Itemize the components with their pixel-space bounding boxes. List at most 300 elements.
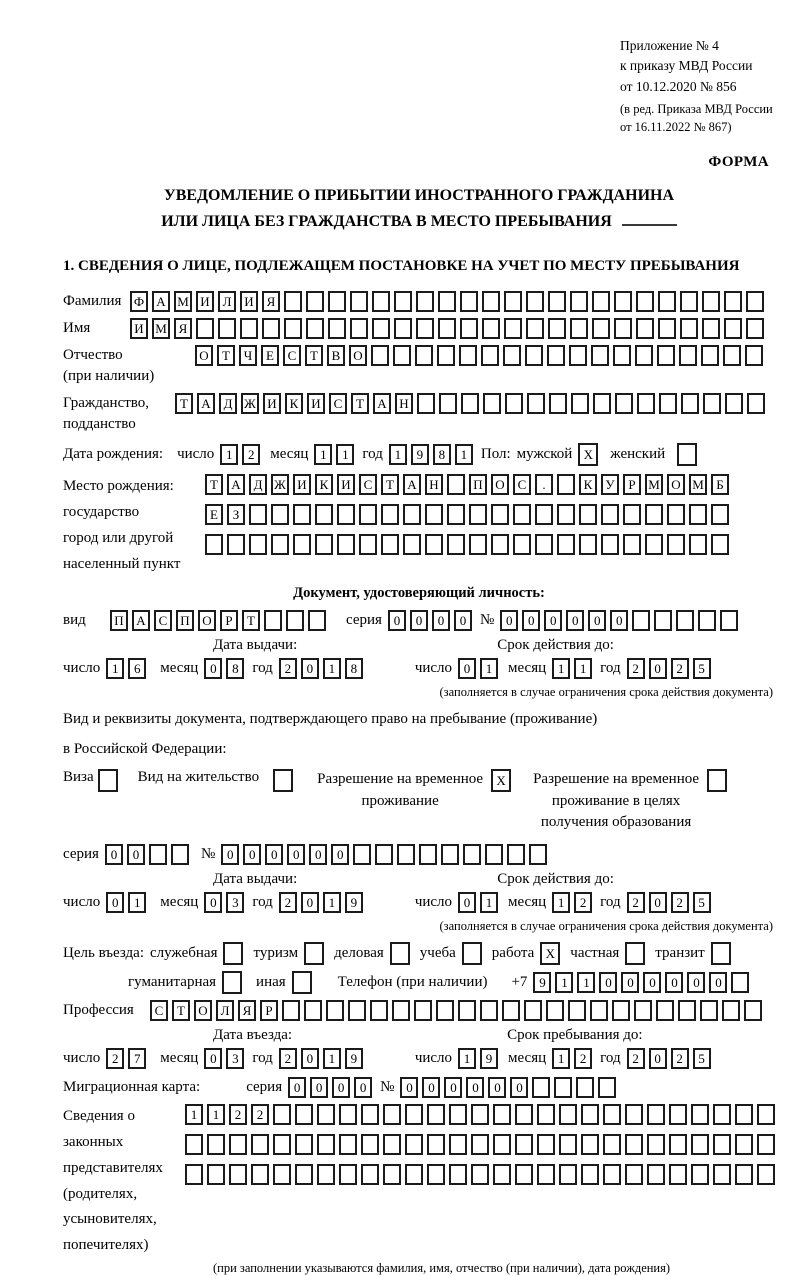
citizenship-cell[interactable]: [571, 393, 589, 414]
rep-row3-cell[interactable]: [493, 1164, 511, 1185]
surname-cell[interactable]: [460, 291, 478, 312]
id-doc-number-cell[interactable]: [676, 610, 694, 631]
rep-row2-cell[interactable]: [691, 1134, 709, 1155]
cb-business-cell[interactable]: [390, 942, 410, 965]
stay-day-cell[interactable]: 1: [458, 1048, 476, 1069]
entry-month-cell[interactable]: 0: [204, 1048, 222, 1069]
citizenship-cell[interactable]: Ж: [241, 393, 259, 414]
surname-cell[interactable]: [504, 291, 522, 312]
name-cell[interactable]: Я: [174, 318, 192, 339]
surname-cell[interactable]: [438, 291, 456, 312]
name-cell[interactable]: [350, 318, 368, 339]
rep-row1-cell[interactable]: [603, 1104, 621, 1125]
patronymic-cell[interactable]: [635, 345, 653, 366]
entry-day-cell[interactable]: 7: [128, 1048, 146, 1069]
res-issue-year-cell[interactable]: 0: [301, 892, 319, 913]
birth-place-row2-cell[interactable]: [425, 504, 443, 525]
patronymic-cell[interactable]: [613, 345, 631, 366]
citizenship-cell[interactable]: [461, 393, 479, 414]
surname-cell[interactable]: Ф: [130, 291, 148, 312]
res-number-cell[interactable]: 0: [265, 844, 283, 865]
surname-cell[interactable]: [482, 291, 500, 312]
mig-number-cell[interactable]: 0: [422, 1077, 440, 1098]
birth-place-row3-cell[interactable]: [689, 534, 707, 555]
res-valid-day-cell[interactable]: 1: [480, 892, 498, 913]
rep-row2-cell[interactable]: [581, 1134, 599, 1155]
birth-place-row1-cell[interactable]: Ж: [271, 474, 289, 495]
phone-number-cell[interactable]: 0: [709, 972, 727, 993]
birth-place-row3-cell[interactable]: [513, 534, 531, 555]
birth-place-row3-cell[interactable]: [447, 534, 465, 555]
rep-row1-cell[interactable]: [515, 1104, 533, 1125]
phone-number-cell[interactable]: 1: [555, 972, 573, 993]
profession-cell[interactable]: [282, 1000, 300, 1021]
entry-year-cell[interactable]: 1: [323, 1048, 341, 1069]
citizenship-cell[interactable]: Д: [219, 393, 237, 414]
name-cell[interactable]: [658, 318, 676, 339]
rep-row1-cell[interactable]: [405, 1104, 423, 1125]
rep-row2-cell[interactable]: [361, 1134, 379, 1155]
birth-place-row2-cell[interactable]: [359, 504, 377, 525]
citizenship-cell[interactable]: [549, 393, 567, 414]
rep-row1-cell[interactable]: [625, 1104, 643, 1125]
id-doc-kind-cell[interactable]: О: [198, 610, 216, 631]
mig-series-cell[interactable]: 0: [288, 1077, 306, 1098]
profession-cell[interactable]: [612, 1000, 630, 1021]
id-doc-number-cell[interactable]: 0: [566, 610, 584, 631]
id-doc-number-cell[interactable]: [654, 610, 672, 631]
stay-year-cell[interactable]: 0: [649, 1048, 667, 1069]
surname-cell[interactable]: [702, 291, 720, 312]
res-issue-day-cell[interactable]: 1: [128, 892, 146, 913]
rep-row2-cell[interactable]: [295, 1134, 313, 1155]
citizenship-cell[interactable]: [527, 393, 545, 414]
phone-number-cell[interactable]: 0: [621, 972, 639, 993]
citizenship-cell[interactable]: [659, 393, 677, 414]
birth-place-row2-cell[interactable]: [447, 504, 465, 525]
rep-row1-cell[interactable]: [735, 1104, 753, 1125]
id-doc-kind-cell[interactable]: П: [176, 610, 194, 631]
birth-place-row1-cell[interactable]: Т: [205, 474, 223, 495]
id-valid-year-cell[interactable]: 5: [693, 658, 711, 679]
res-issue-year-cell[interactable]: 9: [345, 892, 363, 913]
id-doc-kind-cell[interactable]: С: [154, 610, 172, 631]
res-number-cell[interactable]: 0: [243, 844, 261, 865]
name-cell[interactable]: [372, 318, 390, 339]
id-doc-kind-cell[interactable]: А: [132, 610, 150, 631]
rep-row3-cell[interactable]: [537, 1164, 555, 1185]
birth-place-row1-cell[interactable]: О: [491, 474, 509, 495]
name-cell[interactable]: [218, 318, 236, 339]
name-cell[interactable]: [504, 318, 522, 339]
rep-row2-cell[interactable]: [229, 1134, 247, 1155]
patronymic-cell[interactable]: [679, 345, 697, 366]
res-issue-day-cell[interactable]: 0: [106, 892, 124, 913]
id-doc-number-cell[interactable]: [720, 610, 738, 631]
res-issue-month-cell[interactable]: 3: [226, 892, 244, 913]
mig-number-cell[interactable]: [554, 1077, 572, 1098]
birth-month-cell[interactable]: 1: [336, 444, 354, 465]
rep-row1-cell[interactable]: 1: [207, 1104, 225, 1125]
surname-cell[interactable]: [372, 291, 390, 312]
id-doc-number-cell[interactable]: 0: [610, 610, 628, 631]
citizenship-cell[interactable]: [747, 393, 765, 414]
id-doc-number-cell[interactable]: 0: [500, 610, 518, 631]
res-number-cell[interactable]: 0: [221, 844, 239, 865]
surname-cell[interactable]: А: [152, 291, 170, 312]
birth-day-cell[interactable]: 2: [242, 444, 260, 465]
birth-place-row3-cell[interactable]: [293, 534, 311, 555]
surname-cell[interactable]: Я: [262, 291, 280, 312]
patronymic-cell[interactable]: В: [327, 345, 345, 366]
res-number-cell[interactable]: 0: [309, 844, 327, 865]
res-number-cell[interactable]: 0: [331, 844, 349, 865]
surname-cell[interactable]: [548, 291, 566, 312]
rep-row1-cell[interactable]: [361, 1104, 379, 1125]
id-doc-number-cell[interactable]: 0: [522, 610, 540, 631]
citizenship-cell[interactable]: [615, 393, 633, 414]
res-series-cell[interactable]: [171, 844, 189, 865]
profession-cell[interactable]: [678, 1000, 696, 1021]
rep-row1-cell[interactable]: [427, 1104, 445, 1125]
name-cell[interactable]: [240, 318, 258, 339]
name-cell[interactable]: [702, 318, 720, 339]
rep-row1-cell[interactable]: [581, 1104, 599, 1125]
cb-private-cell[interactable]: [625, 942, 645, 965]
birth-place-row1-cell[interactable]: И: [337, 474, 355, 495]
profession-cell[interactable]: [304, 1000, 322, 1021]
entry-year-cell[interactable]: 9: [345, 1048, 363, 1069]
sex-female-cell[interactable]: [677, 443, 697, 466]
citizenship-cell[interactable]: [637, 393, 655, 414]
birth-place-row3-cell[interactable]: [469, 534, 487, 555]
phone-number-cell[interactable]: 1: [577, 972, 595, 993]
patronymic-cell[interactable]: [591, 345, 609, 366]
rep-row1-cell[interactable]: [647, 1104, 665, 1125]
rep-row3-cell[interactable]: [295, 1164, 313, 1185]
rep-row2-cell[interactable]: [669, 1134, 687, 1155]
citizenship-cell[interactable]: [703, 393, 721, 414]
rep-row3-cell[interactable]: [625, 1164, 643, 1185]
id-doc-series-cell[interactable]: 0: [454, 610, 472, 631]
surname-cell[interactable]: [306, 291, 324, 312]
patronymic-cell[interactable]: Ч: [239, 345, 257, 366]
rep-row3-cell[interactable]: [603, 1164, 621, 1185]
name-cell[interactable]: [746, 318, 764, 339]
rep-row3-cell[interactable]: [449, 1164, 467, 1185]
rep-row3-cell[interactable]: [515, 1164, 533, 1185]
surname-cell[interactable]: [328, 291, 346, 312]
id-valid-year-cell[interactable]: 2: [671, 658, 689, 679]
id-issue-year-cell[interactable]: 8: [345, 658, 363, 679]
mig-number-cell[interactable]: [532, 1077, 550, 1098]
name-cell[interactable]: [680, 318, 698, 339]
patronymic-cell[interactable]: [657, 345, 675, 366]
name-cell[interactable]: [460, 318, 478, 339]
rep-row3-cell[interactable]: [251, 1164, 269, 1185]
stay-month-cell[interactable]: 1: [552, 1048, 570, 1069]
surname-cell[interactable]: Л: [218, 291, 236, 312]
rep-row1-cell[interactable]: 1: [185, 1104, 203, 1125]
id-doc-number-cell[interactable]: 0: [544, 610, 562, 631]
birth-place-row1-cell[interactable]: А: [227, 474, 245, 495]
birth-place-row2-cell[interactable]: З: [227, 504, 245, 525]
rep-row2-cell[interactable]: [185, 1134, 203, 1155]
rep-row1-cell[interactable]: [559, 1104, 577, 1125]
id-doc-number-cell[interactable]: 0: [588, 610, 606, 631]
rep-row3-cell[interactable]: [361, 1164, 379, 1185]
birth-day-cell[interactable]: 1: [220, 444, 238, 465]
profession-cell[interactable]: Я: [238, 1000, 256, 1021]
phone-number-cell[interactable]: 0: [643, 972, 661, 993]
surname-cell[interactable]: [526, 291, 544, 312]
citizenship-cell[interactable]: А: [197, 393, 215, 414]
res-valid-day-cell[interactable]: 0: [458, 892, 476, 913]
id-valid-month-cell[interactable]: 1: [574, 658, 592, 679]
id-valid-year-cell[interactable]: 0: [649, 658, 667, 679]
rep-row1-cell[interactable]: [669, 1104, 687, 1125]
citizenship-cell[interactable]: Т: [351, 393, 369, 414]
id-valid-month-cell[interactable]: 1: [552, 658, 570, 679]
rep-row3-cell[interactable]: [229, 1164, 247, 1185]
rep-row1-cell[interactable]: [317, 1104, 335, 1125]
cb-official-cell[interactable]: [223, 942, 243, 965]
birth-place-row3-cell[interactable]: [579, 534, 597, 555]
birth-place-row1-cell[interactable]: О: [667, 474, 685, 495]
patronymic-cell[interactable]: [745, 345, 763, 366]
birth-place-row1-cell[interactable]: А: [403, 474, 421, 495]
birth-year-cell[interactable]: 9: [411, 444, 429, 465]
stay-year-cell[interactable]: 2: [671, 1048, 689, 1069]
birth-place-row2-cell[interactable]: [667, 504, 685, 525]
rep-row2-cell[interactable]: [383, 1134, 401, 1155]
profession-cell[interactable]: [524, 1000, 542, 1021]
name-cell[interactable]: [394, 318, 412, 339]
rep-row1-cell[interactable]: 2: [229, 1104, 247, 1125]
rep-row3-cell[interactable]: [207, 1164, 225, 1185]
rep-row3-cell[interactable]: [405, 1164, 423, 1185]
surname-cell[interactable]: М: [174, 291, 192, 312]
res-number-cell[interactable]: [375, 844, 393, 865]
id-valid-day-cell[interactable]: 1: [480, 658, 498, 679]
mig-number-cell[interactable]: 0: [510, 1077, 528, 1098]
rep-row2-cell[interactable]: [559, 1134, 577, 1155]
stay-day-cell[interactable]: 9: [480, 1048, 498, 1069]
birth-place-row3-cell[interactable]: [491, 534, 509, 555]
surname-cell[interactable]: [592, 291, 610, 312]
birth-place-row3-cell[interactable]: [601, 534, 619, 555]
mig-number-cell[interactable]: 0: [488, 1077, 506, 1098]
birth-place-row2-cell[interactable]: Е: [205, 504, 223, 525]
id-issue-day-cell[interactable]: 6: [128, 658, 146, 679]
birth-place-row2-cell[interactable]: [403, 504, 421, 525]
patronymic-cell[interactable]: [393, 345, 411, 366]
profession-cell[interactable]: [744, 1000, 762, 1021]
phone-number-cell[interactable]: 0: [665, 972, 683, 993]
mig-number-cell[interactable]: 0: [444, 1077, 462, 1098]
profession-cell[interactable]: [590, 1000, 608, 1021]
birth-place-row2-cell[interactable]: [315, 504, 333, 525]
rep-row2-cell[interactable]: [647, 1134, 665, 1155]
id-doc-series-cell[interactable]: 0: [432, 610, 450, 631]
name-cell[interactable]: [262, 318, 280, 339]
birth-place-row1-cell[interactable]: И: [293, 474, 311, 495]
birth-place-row2-cell[interactable]: [579, 504, 597, 525]
res-number-cell[interactable]: 0: [287, 844, 305, 865]
res-series-cell[interactable]: [149, 844, 167, 865]
surname-cell[interactable]: [350, 291, 368, 312]
birth-place-row2-cell[interactable]: [337, 504, 355, 525]
id-doc-kind-cell[interactable]: [308, 610, 326, 631]
citizenship-cell[interactable]: И: [263, 393, 281, 414]
profession-cell[interactable]: Л: [216, 1000, 234, 1021]
profession-cell[interactable]: [634, 1000, 652, 1021]
birth-place-row3-cell[interactable]: [227, 534, 245, 555]
birth-month-cell[interactable]: 1: [314, 444, 332, 465]
birth-year-cell[interactable]: 1: [389, 444, 407, 465]
rep-row2-cell[interactable]: [449, 1134, 467, 1155]
mig-number-cell[interactable]: 0: [466, 1077, 484, 1098]
birth-place-row2-cell[interactable]: [491, 504, 509, 525]
phone-number-cell[interactable]: [731, 972, 749, 993]
id-issue-year-cell[interactable]: 1: [323, 658, 341, 679]
citizenship-cell[interactable]: [681, 393, 699, 414]
citizenship-cell[interactable]: И: [307, 393, 325, 414]
birth-year-cell[interactable]: 8: [433, 444, 451, 465]
cb-transit-cell[interactable]: [711, 942, 731, 965]
rep-row3-cell[interactable]: [339, 1164, 357, 1185]
rep-row3-cell[interactable]: [185, 1164, 203, 1185]
citizenship-cell[interactable]: [725, 393, 743, 414]
res-valid-month-cell[interactable]: 2: [574, 892, 592, 913]
profession-cell[interactable]: [392, 1000, 410, 1021]
birth-place-row1-cell[interactable]: [447, 474, 465, 495]
id-doc-kind-cell[interactable]: Т: [242, 610, 260, 631]
name-cell[interactable]: И: [130, 318, 148, 339]
profession-cell[interactable]: Р: [260, 1000, 278, 1021]
rep-row1-cell[interactable]: [273, 1104, 291, 1125]
birth-place-row3-cell[interactable]: [667, 534, 685, 555]
rep-row1-cell[interactable]: [383, 1104, 401, 1125]
entry-year-cell[interactable]: 2: [279, 1048, 297, 1069]
id-valid-year-cell[interactable]: 2: [627, 658, 645, 679]
rep-row2-cell[interactable]: [757, 1134, 775, 1155]
birth-place-row3-cell[interactable]: [205, 534, 223, 555]
profession-cell[interactable]: [656, 1000, 674, 1021]
birth-place-row2-cell[interactable]: [623, 504, 641, 525]
birth-place-row1-cell[interactable]: У: [601, 474, 619, 495]
name-cell[interactable]: [438, 318, 456, 339]
birth-place-row1-cell[interactable]: М: [689, 474, 707, 495]
patronymic-cell[interactable]: Т: [217, 345, 235, 366]
patronymic-cell[interactable]: [437, 345, 455, 366]
rep-row2-cell[interactable]: [625, 1134, 643, 1155]
name-cell[interactable]: [482, 318, 500, 339]
citizenship-cell[interactable]: [483, 393, 501, 414]
patronymic-cell[interactable]: [723, 345, 741, 366]
cb-residence-permit-cell[interactable]: [273, 769, 293, 792]
citizenship-cell[interactable]: С: [329, 393, 347, 414]
id-doc-kind-cell[interactable]: [264, 610, 282, 631]
birth-year-cell[interactable]: 1: [455, 444, 473, 465]
citizenship-cell[interactable]: А: [373, 393, 391, 414]
citizenship-cell[interactable]: [505, 393, 523, 414]
surname-cell[interactable]: [394, 291, 412, 312]
id-doc-series-cell[interactable]: 0: [388, 610, 406, 631]
birth-place-row1-cell[interactable]: М: [645, 474, 663, 495]
name-cell[interactable]: [724, 318, 742, 339]
profession-cell[interactable]: [326, 1000, 344, 1021]
rep-row3-cell[interactable]: [669, 1164, 687, 1185]
citizenship-cell[interactable]: Н: [395, 393, 413, 414]
res-number-cell[interactable]: [485, 844, 503, 865]
birth-place-row3-cell[interactable]: [623, 534, 641, 555]
profession-cell[interactable]: [480, 1000, 498, 1021]
rep-row1-cell[interactable]: [471, 1104, 489, 1125]
name-cell[interactable]: [306, 318, 324, 339]
rep-row1-cell[interactable]: [339, 1104, 357, 1125]
patronymic-cell[interactable]: [525, 345, 543, 366]
cb-tourism-cell[interactable]: [304, 942, 324, 965]
birth-place-row2-cell[interactable]: [469, 504, 487, 525]
surname-cell[interactable]: [614, 291, 632, 312]
birth-place-row3-cell[interactable]: [645, 534, 663, 555]
id-doc-kind-cell[interactable]: П: [110, 610, 128, 631]
profession-cell[interactable]: Т: [172, 1000, 190, 1021]
rep-row1-cell[interactable]: [713, 1104, 731, 1125]
rep-row2-cell[interactable]: [251, 1134, 269, 1155]
profession-cell[interactable]: [568, 1000, 586, 1021]
cb-work-cell[interactable]: X: [540, 942, 560, 965]
birth-place-row1-cell[interactable]: Н: [425, 474, 443, 495]
birth-place-row1-cell[interactable]: .: [535, 474, 553, 495]
rep-row2-cell[interactable]: [735, 1134, 753, 1155]
rep-row3-cell[interactable]: [647, 1164, 665, 1185]
cb-temp-residence-cell[interactable]: X: [491, 769, 511, 792]
profession-cell[interactable]: [546, 1000, 564, 1021]
birth-place-row2-cell[interactable]: [249, 504, 267, 525]
birth-place-row1-cell[interactable]: С: [359, 474, 377, 495]
entry-day-cell[interactable]: 2: [106, 1048, 124, 1069]
birth-place-row3-cell[interactable]: [711, 534, 729, 555]
birth-place-row1-cell[interactable]: Р: [623, 474, 641, 495]
name-cell[interactable]: [636, 318, 654, 339]
res-valid-year-cell[interactable]: 2: [671, 892, 689, 913]
surname-cell[interactable]: [284, 291, 302, 312]
profession-cell[interactable]: О: [194, 1000, 212, 1021]
res-series-cell[interactable]: 0: [127, 844, 145, 865]
id-doc-series-cell[interactable]: 0: [410, 610, 428, 631]
birth-place-row2-cell[interactable]: [513, 504, 531, 525]
res-valid-year-cell[interactable]: 0: [649, 892, 667, 913]
res-series-cell[interactable]: 0: [105, 844, 123, 865]
rep-row3-cell[interactable]: [559, 1164, 577, 1185]
patronymic-cell[interactable]: [481, 345, 499, 366]
id-doc-number-cell[interactable]: [632, 610, 650, 631]
cb-visa-cell[interactable]: [98, 769, 118, 792]
rep-row2-cell[interactable]: [273, 1134, 291, 1155]
mig-number-cell[interactable]: [598, 1077, 616, 1098]
res-valid-year-cell[interactable]: 2: [627, 892, 645, 913]
mig-series-cell[interactable]: 0: [310, 1077, 328, 1098]
birth-place-row2-cell[interactable]: [689, 504, 707, 525]
profession-cell[interactable]: [436, 1000, 454, 1021]
surname-cell[interactable]: И: [196, 291, 214, 312]
birth-place-row1-cell[interactable]: [557, 474, 575, 495]
profession-cell[interactable]: [458, 1000, 476, 1021]
res-valid-month-cell[interactable]: 1: [552, 892, 570, 913]
cb-humanitarian-cell[interactable]: [222, 971, 242, 994]
